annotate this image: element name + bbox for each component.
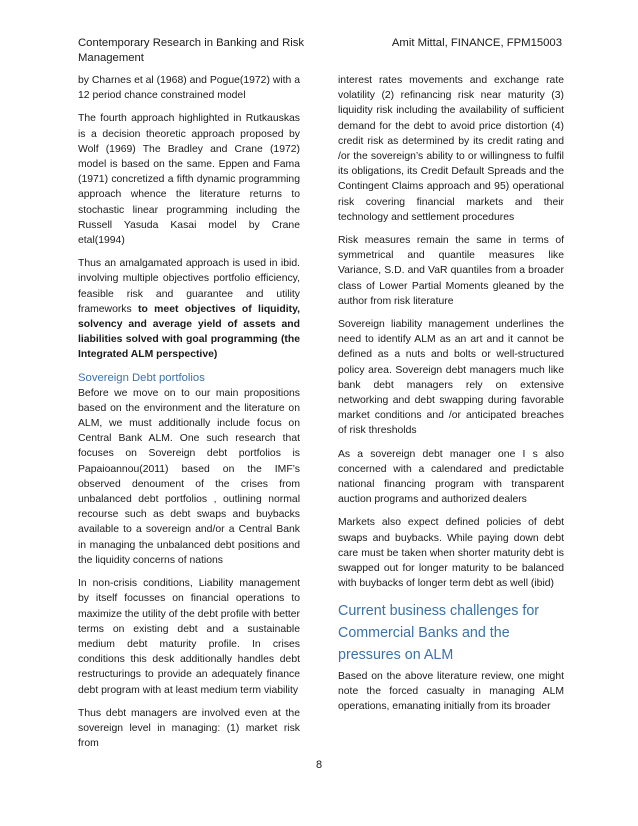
paragraph: Based on the above literature review, one might note the forced casualty in managing ALM operations, emanating initially from its broader: [338, 670, 564, 712]
running-header-left: Contemporary Research in Banking and Risk Management: [78, 37, 305, 64]
paragraph: Before we move on to our main propositions based on the environment and the literature on ALM, we must additionally include focus on Central Bank ALM. One such research that focuses on Sovereign debt portfolios is Papaioannou(2011) based on the IMF’s observed denoument of the crises from unbalanced debt portfolios , outlining normal recourse such as debt swaps and buybacks available to a sovereign and/or a Central Bank in managing the unbalanced debt positions and the liquidity concerns of nations: [78, 387, 300, 566]
paragraph: [78, 256, 300, 362]
right-column: [338, 73, 564, 722]
paragraph: In non-crisis conditions, Liability management by itself focusses on financial operations to maximize the utility of the debt profile with better terms on existing debt and a sustainable medium debt maturity profile. In crises conditions this desk additionally handles debt restructurings to provide an adequately finance debt program with at least medium term viability: [78, 578, 300, 696]
section-heading: Current business challenges for Commercial Banks and the pressures on ALM: [338, 602, 540, 663]
section-subheading: Sovereign Debt portfolios: [78, 371, 205, 384]
paragraph: As a sovereign debt manager one I s also concerned with a calendared and predictable national financing program with transparent auction programs and authorized dealers: [338, 448, 564, 506]
running-header-right: Amit Mittal, FINANCE, FPM15003: [391, 37, 562, 49]
paragraph: Markets also expect defined policies of debt swaps and buybacks. While paying down debt care must be taken when shorter maturity debt is swapped out for longer maturity to be balanced with buybacks of longer term debt as well (ibid): [338, 517, 564, 590]
paragraph-text: Thus an amalgamated approach is used in ibid. involving multiple objectives portfolio efficiency, feasible risk and guarantee and utility frameworks: [78, 258, 300, 315]
paragraph: Risk measures remain the same in terms of symmetrical and quantile measures like Variance, S.D. and VaR quantiles from a broader class of Lower Partial Moments gleaned by the author from risk literature: [338, 235, 564, 307]
paragraph: interest rates movements and exchange rate volatility (2) refinancing risk near maturity (3) liquidity risk including the availability of sufficient demand for the debt to avoid price distortion (4) credit risk as determined by its credit rating and /or the sovereign’s ability to or willingness to fulfil its obligations, its Credit Default Spreads and the Contingent Claims approach and 95) operational risk covering financial markets and their technology and settlement procedures: [338, 75, 564, 223]
page-number: 8: [315, 759, 323, 771]
paragraph: by Charnes et al (1968) and Pogue(1972) with a 12 period chance constrained model: [78, 75, 300, 102]
paragraph: The fourth approach highlighted in Rutkauskas is a decision theoretic approach proposed by Wolf (1969) The Bradley and Crane (1972) model is based on the same. Eppen and Fama (1971) concretized a fifth dynamic programming approach whence the literature returns to stochastic linear programming including the Russell Yasuda Kasai model by Crane etal(1994): [78, 113, 300, 247]
paragraph: Thus debt managers are involved even at the sovereign level in managing: (1) market risk from: [78, 707, 300, 750]
paragraph: Sovereign liability management underlines the need to identify ALM as an art and it cannot be defined as a nuts and bolts or well-structured policy area. Sovereign debt managers much like bank debt managers rely on extensive networking and debt swapping during favorable market conditions and /or anticipated breaches of risk thresholds: [338, 319, 564, 437]
emphasis-text: to meet objectives of liquidity, solvency and average yield of assets and liabilities solved with goal programming (the Integrated ALM perspective): [78, 303, 301, 361]
left-column: [78, 73, 300, 759]
